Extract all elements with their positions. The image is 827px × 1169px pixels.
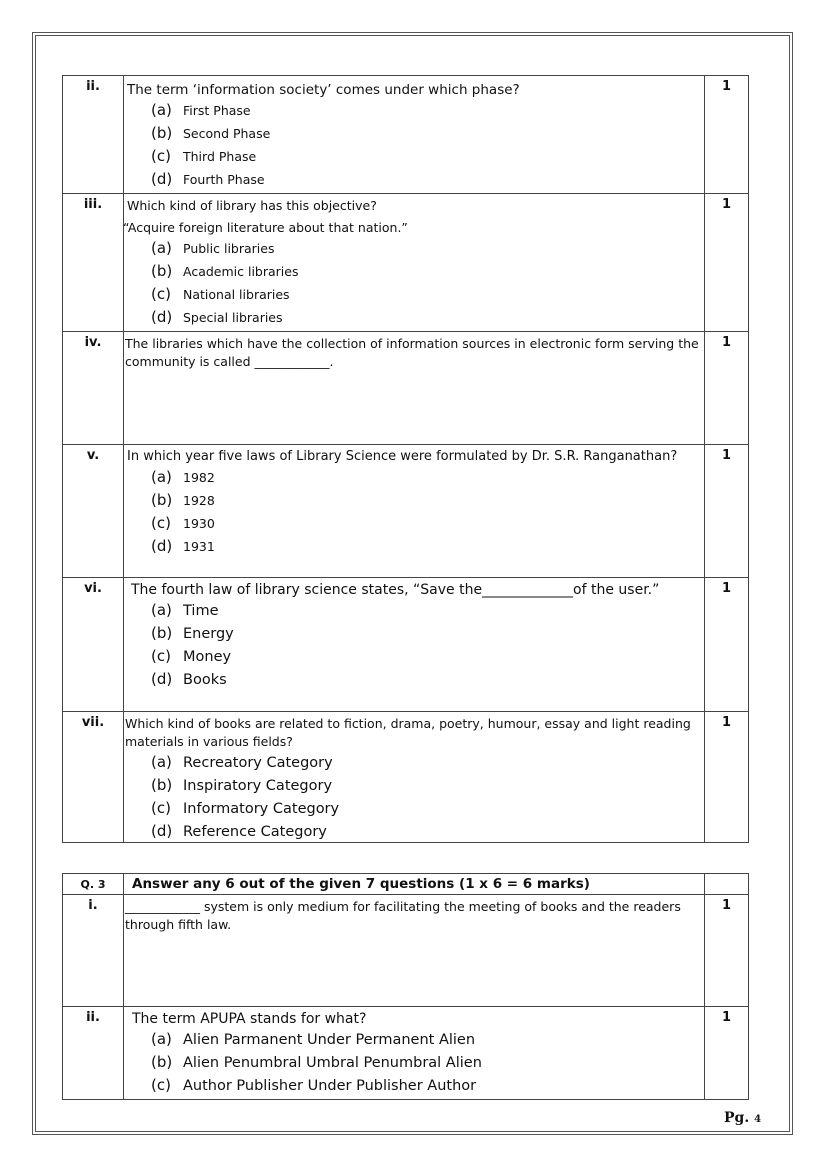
question-stem: The libraries which have the collection of information sources in electronic form serving the community is called ____________. <box>125 336 699 369</box>
option-c[interactable] <box>151 147 702 170</box>
option-d[interactable] <box>151 170 702 193</box>
options-list <box>151 239 702 331</box>
option-d[interactable] <box>151 670 702 693</box>
question-stem: Which kind of books are related to fiction, drama, poetry, humour, essay and light reading materials in various fields? <box>125 716 691 749</box>
option-text: Public libraries <box>183 241 275 256</box>
option-c[interactable] <box>151 1076 702 1099</box>
question-stem: In which year five laws of Library Science were formulated by Dr. S.R. Ranganathan? <box>127 449 678 464</box>
option-text: Academic libraries <box>183 264 299 279</box>
question-body <box>124 445 705 578</box>
option-label: (a) <box>151 753 172 771</box>
option-a[interactable] <box>151 753 702 776</box>
option-b[interactable] <box>151 1053 702 1076</box>
marks-value: 1 <box>705 578 749 712</box>
option-text: Special libraries <box>183 310 283 325</box>
question-stem: Which kind of library has this objective? <box>127 198 377 213</box>
option-b[interactable] <box>151 491 702 514</box>
question-stem: ____________ system is only medium for facilitating the meeting of books and the readers through fifth law. <box>125 899 681 932</box>
marks-value: 1 <box>705 194 749 332</box>
option-b[interactable] <box>151 624 702 647</box>
option-text: 1982 <box>183 470 215 485</box>
question-row <box>63 1007 749 1100</box>
option-text: Energy <box>183 626 234 642</box>
marks-value: 1 <box>705 76 749 194</box>
option-label: (c) <box>151 1076 171 1094</box>
question-body <box>124 332 705 445</box>
option-c[interactable] <box>151 647 702 670</box>
option-text: Fourth Phase <box>183 172 265 187</box>
question-stem: The fourth law of library science states, “Save the_____________of the user.” <box>131 582 660 598</box>
option-label: (d) <box>151 308 173 326</box>
option-d[interactable] <box>151 308 702 331</box>
option-label: (c) <box>151 285 171 303</box>
question-stem: The term ‘information society’ comes under which phase? <box>127 82 520 98</box>
section-q3-table <box>62 873 749 1100</box>
section-marks-cell <box>705 874 749 895</box>
option-label: (a) <box>151 101 172 119</box>
option-text: 1931 <box>183 539 215 554</box>
option-label: (d) <box>151 822 173 840</box>
question-number: vi. <box>63 578 124 712</box>
option-label: (d) <box>151 537 173 555</box>
question-body <box>124 712 705 843</box>
question-number: iii. <box>63 194 124 332</box>
option-a[interactable] <box>151 468 702 491</box>
marks-value: 1 <box>705 712 749 843</box>
question-row <box>63 445 749 578</box>
option-text: Author Publisher Under Publisher Author <box>183 1078 477 1094</box>
option-label: (b) <box>151 124 173 142</box>
option-text: Inspiratory Category <box>183 778 333 794</box>
option-label: (d) <box>151 170 173 188</box>
option-label: (a) <box>151 239 172 257</box>
option-text: Second Phase <box>183 126 271 141</box>
marks-value: 1 <box>705 895 749 1007</box>
option-label: (b) <box>151 1053 173 1071</box>
option-label: (c) <box>151 147 171 165</box>
page-number-value: 4 <box>754 1114 762 1125</box>
question-row <box>63 895 749 1007</box>
option-label: (b) <box>151 776 173 794</box>
section-header-row <box>63 874 749 895</box>
question-row <box>63 578 749 712</box>
section-title: Answer any 6 out of the given 7 questions (1 x 6 = 6 marks) <box>124 874 705 895</box>
option-text: Reference Category <box>183 824 327 840</box>
question-number: i. <box>63 895 124 1007</box>
question-row <box>63 76 749 194</box>
option-d[interactable] <box>151 537 702 560</box>
options-list <box>151 601 702 693</box>
option-text: Alien Parmanent Under Permanent Alien <box>183 1032 476 1048</box>
question-number: ii. <box>63 1007 124 1100</box>
option-label: (a) <box>151 468 172 486</box>
option-a[interactable] <box>151 1030 702 1053</box>
option-text: Informatory Category <box>183 801 340 817</box>
question-row <box>63 194 749 332</box>
question-stem: The term APUPA stands for what? <box>132 1011 367 1027</box>
option-text: First Phase <box>183 103 251 118</box>
questions-table <box>62 75 749 843</box>
option-text: Books <box>183 672 227 688</box>
option-text: Time <box>183 603 219 619</box>
question-body <box>124 895 705 1007</box>
page-label: Pg. <box>724 1110 750 1126</box>
option-label: (b) <box>151 491 173 509</box>
marks-value: 1 <box>705 1007 749 1100</box>
question-body <box>124 76 705 194</box>
question-body <box>124 194 705 332</box>
option-label: (a) <box>151 1030 172 1048</box>
option-c[interactable] <box>151 799 702 822</box>
option-label: (c) <box>151 514 171 532</box>
option-text: Third Phase <box>183 149 257 164</box>
option-b[interactable] <box>151 262 702 285</box>
option-text: Money <box>183 649 232 665</box>
option-b[interactable] <box>151 124 702 147</box>
option-c[interactable] <box>151 514 702 537</box>
question-row <box>63 332 749 445</box>
section-number: Q. 3 <box>63 874 124 895</box>
option-label: (b) <box>151 624 173 642</box>
option-text: 1928 <box>183 493 215 508</box>
option-text: 1930 <box>183 516 215 531</box>
option-c[interactable] <box>151 285 702 308</box>
option-a[interactable] <box>151 601 702 624</box>
question-number: iv. <box>63 332 124 445</box>
options-list <box>151 753 702 842</box>
option-text: Recreatory Category <box>183 755 333 771</box>
question-number: vii. <box>63 712 124 843</box>
option-label: (d) <box>151 670 173 688</box>
marks-value: 1 <box>705 445 749 578</box>
question-quote: “Acquire foreign literature about that nation.” <box>123 220 408 235</box>
question-row <box>63 712 749 843</box>
options-list <box>151 1030 702 1099</box>
option-a[interactable] <box>151 101 702 124</box>
question-number: v. <box>63 445 124 578</box>
options-list <box>151 468 702 560</box>
page-number <box>724 1110 761 1126</box>
option-text: National libraries <box>183 287 290 302</box>
option-b[interactable] <box>151 776 702 799</box>
option-text: Alien Penumbral Umbral Penumbral Alien <box>183 1055 482 1071</box>
option-label: (c) <box>151 647 171 665</box>
marks-value: 1 <box>705 332 749 445</box>
option-label: (b) <box>151 262 173 280</box>
options-list <box>151 101 702 193</box>
option-label: (c) <box>151 799 171 817</box>
question-body <box>124 578 705 712</box>
option-d[interactable] <box>151 822 702 842</box>
question-body <box>124 1007 705 1100</box>
question-number: ii. <box>63 76 124 194</box>
option-label: (a) <box>151 601 172 619</box>
option-a[interactable] <box>151 239 702 262</box>
